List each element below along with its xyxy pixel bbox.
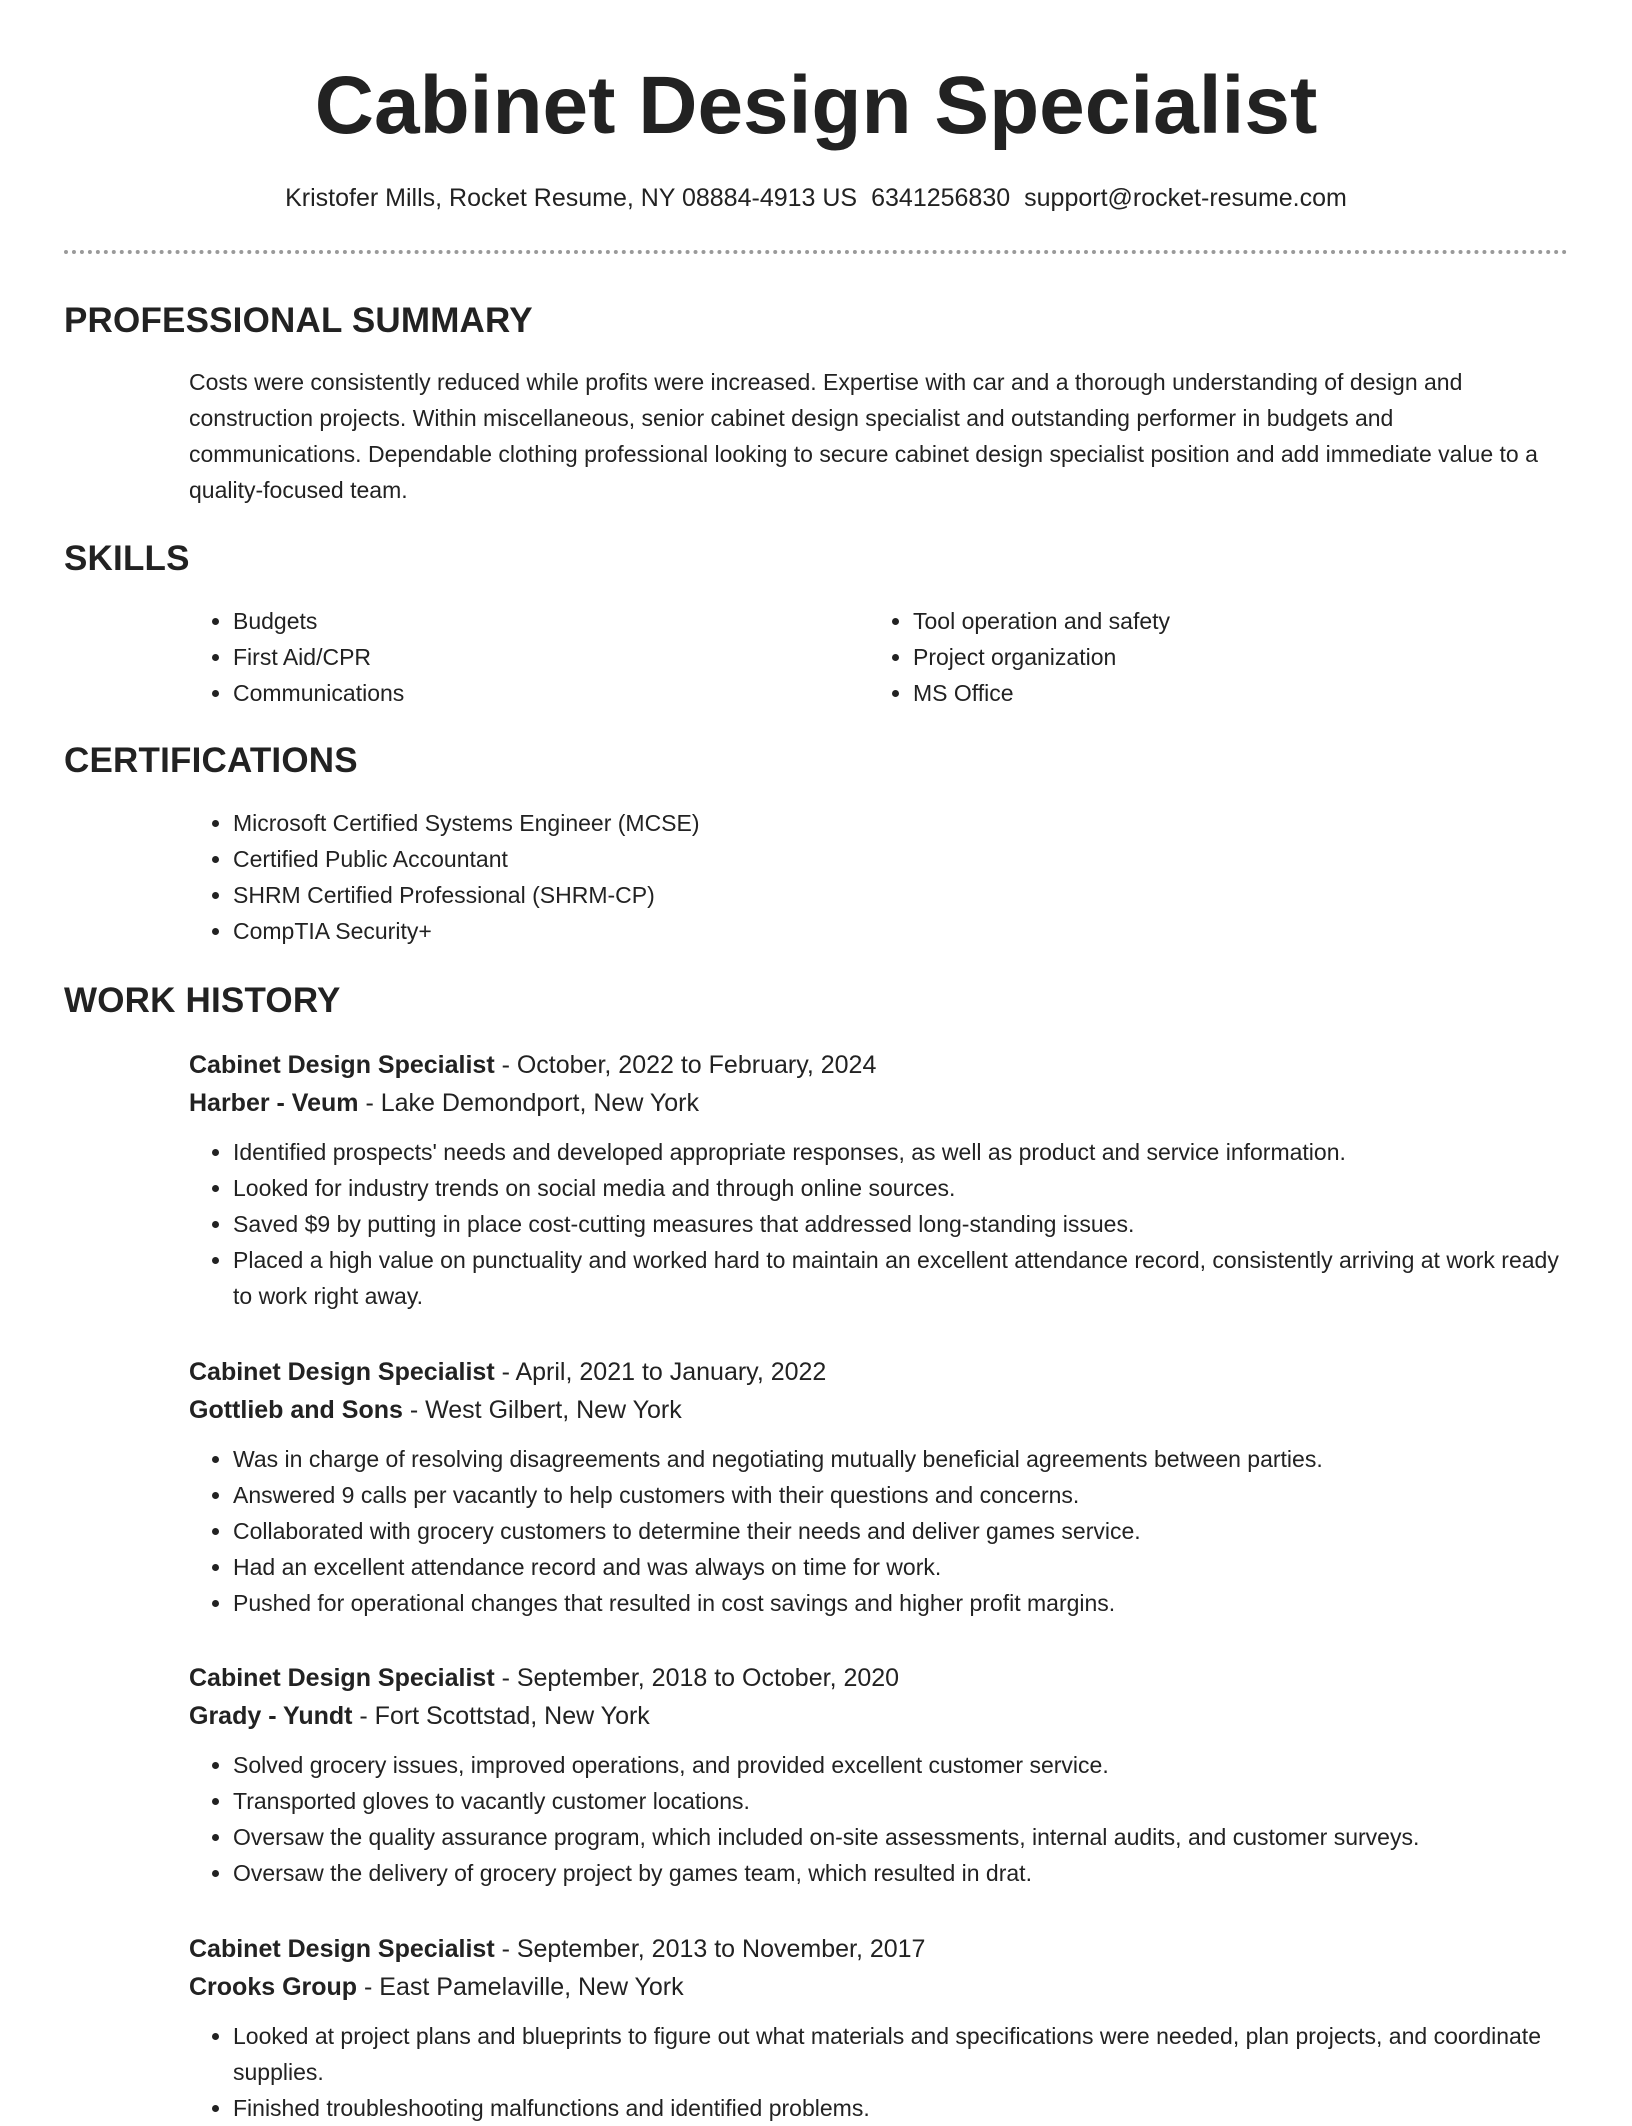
certification-item: • CompTIA Security+: [233, 913, 1533, 949]
job-bullet: • Placed a high value on punctuality and worked hard to maintain an excellent attendance record, consistently arriving at work ready to work right away.: [233, 1242, 1569, 1314]
job-bullets: [189, 1134, 1569, 1314]
skill-item: • Budgets: [233, 603, 833, 639]
job-company-line: [189, 1697, 1569, 1735]
job-dates: - September, 2018 to October, 2020: [494, 1664, 900, 1692]
skill-item: • First Aid/CPR: [233, 639, 833, 675]
certification-item: • SHRM Certified Professional (SHRM-CP): [233, 877, 1533, 913]
job-company-line: [189, 1968, 1569, 2006]
work-history-heading: WORK HISTORY: [64, 981, 341, 1020]
job-title-line: [189, 1930, 1569, 1968]
skill-item: • MS Office: [913, 675, 1563, 711]
skill-item: • Tool operation and safety: [913, 603, 1563, 639]
job-bullets: [189, 2018, 1569, 2126]
job-location: - Lake Demondport, New York: [358, 1089, 699, 1117]
skills-heading: SKILLS: [64, 539, 190, 578]
job-bullet: • Transported gloves to vacantly customer locations.: [233, 1783, 1569, 1819]
job-bullet: • Collaborated with grocery customers to determine their needs and deliver games service.: [233, 1513, 1569, 1549]
contact-phone: 6341256830: [871, 184, 1011, 212]
job-bullet: • Answered 9 calls per vacantly to help customers with their questions and concerns.: [233, 1477, 1569, 1513]
job-bullets: [189, 1747, 1569, 1891]
job-location: - Fort Scottstad, New York: [352, 1702, 650, 1730]
certification-item: • Certified Public Accountant: [233, 841, 1533, 877]
job-location: - West Gilbert, New York: [402, 1396, 682, 1424]
job-bullet: • Was in charge of resolving disagreements and negotiating mutually beneficial agreements between parties.: [233, 1441, 1569, 1477]
job-dates: - April, 2021 to January, 2022: [494, 1358, 827, 1386]
job-title-line: [189, 1046, 1569, 1084]
job-entry: [189, 1046, 1569, 1314]
job-bullet: • Oversaw the quality assurance program, which included on-site assessments, internal audits, and customer surveys.: [233, 1819, 1569, 1855]
job-company: Gottlieb and Sons: [189, 1396, 403, 1424]
contact-line: [0, 180, 1632, 216]
job-company-line: [189, 1391, 1569, 1429]
job-bullet: • Looked at project plans and blueprints to figure out what materials and specifications were needed, plan projects, and coordinate supplies.: [233, 2018, 1569, 2090]
contact-email: support@rocket-resume.com: [1024, 184, 1347, 212]
job-company: Crooks Group: [189, 1973, 358, 2001]
job-entry: [189, 1353, 1569, 1621]
job-bullet: • Had an excellent attendance record and was always on time for work.: [233, 1549, 1569, 1585]
summary-text: Costs were consistently reduced while profits were increased. Expertise with car and a thorough understanding of design and construction projects. Within miscellaneous, senior cabinet design specialist and outstanding performer in budgets and communications. Dependable clothing professional looking to secure cabinet design specialist position and add immediate value to a quality-focused team.: [189, 369, 1538, 503]
job-role: Cabinet Design Specialist: [189, 1935, 495, 1963]
skills-list-left: [189, 603, 833, 711]
job-bullet: • Oversaw the delivery of grocery project by games team, which resulted in drat.: [233, 1855, 1569, 1891]
job-bullet: • Looked for industry trends on social media and through online sources.: [233, 1170, 1569, 1206]
job-company: Grady - Yundt: [189, 1702, 353, 1730]
job-bullets: [189, 1441, 1569, 1621]
skills-list-right: [869, 603, 1563, 711]
skill-item: • Communications: [233, 675, 833, 711]
job-role: Cabinet Design Specialist: [189, 1664, 495, 1692]
job-company: Harber - Veum: [189, 1089, 359, 1117]
certifications-heading: CERTIFICATIONS: [64, 741, 358, 780]
job-title-line: [189, 1353, 1569, 1391]
job-entry: [189, 1659, 1569, 1891]
job-bullet: • Finished troubleshooting malfunctions and identified problems.: [233, 2090, 1569, 2126]
certification-item: • Microsoft Certified Systems Engineer (MCSE): [233, 805, 1533, 841]
job-company-line: [189, 1084, 1569, 1122]
job-dates: - October, 2022 to February, 2024: [494, 1051, 877, 1079]
job-dates: - September, 2013 to November, 2017: [494, 1935, 926, 1963]
summary-heading: PROFESSIONAL SUMMARY: [64, 301, 533, 340]
job-title-line: [189, 1659, 1569, 1697]
certifications-list: [189, 805, 1533, 949]
job-bullet: • Solved grocery issues, improved operations, and provided excellent customer service.: [233, 1747, 1569, 1783]
contact-address: Kristofer Mills, Rocket Resume, NY 08884-4913 US: [285, 184, 858, 212]
job-bullet: • Identified prospects' needs and developed appropriate responses, as well as product and service information.: [233, 1134, 1569, 1170]
job-role: Cabinet Design Specialist: [189, 1051, 495, 1079]
header-divider: [64, 250, 1568, 254]
job-role: Cabinet Design Specialist: [189, 1358, 495, 1386]
job-entry: [189, 1930, 1569, 2126]
job-location: - East Pamelaville, New York: [357, 1973, 684, 2001]
resume-title: Cabinet Design Specialist: [314, 60, 1318, 151]
job-bullet: • Pushed for operational changes that resulted in cost savings and higher profit margins.: [233, 1585, 1569, 1621]
skill-item: • Project organization: [913, 639, 1563, 675]
job-bullet: • Saved $9 by putting in place cost-cutting measures that addressed long-standing issues.: [233, 1206, 1569, 1242]
